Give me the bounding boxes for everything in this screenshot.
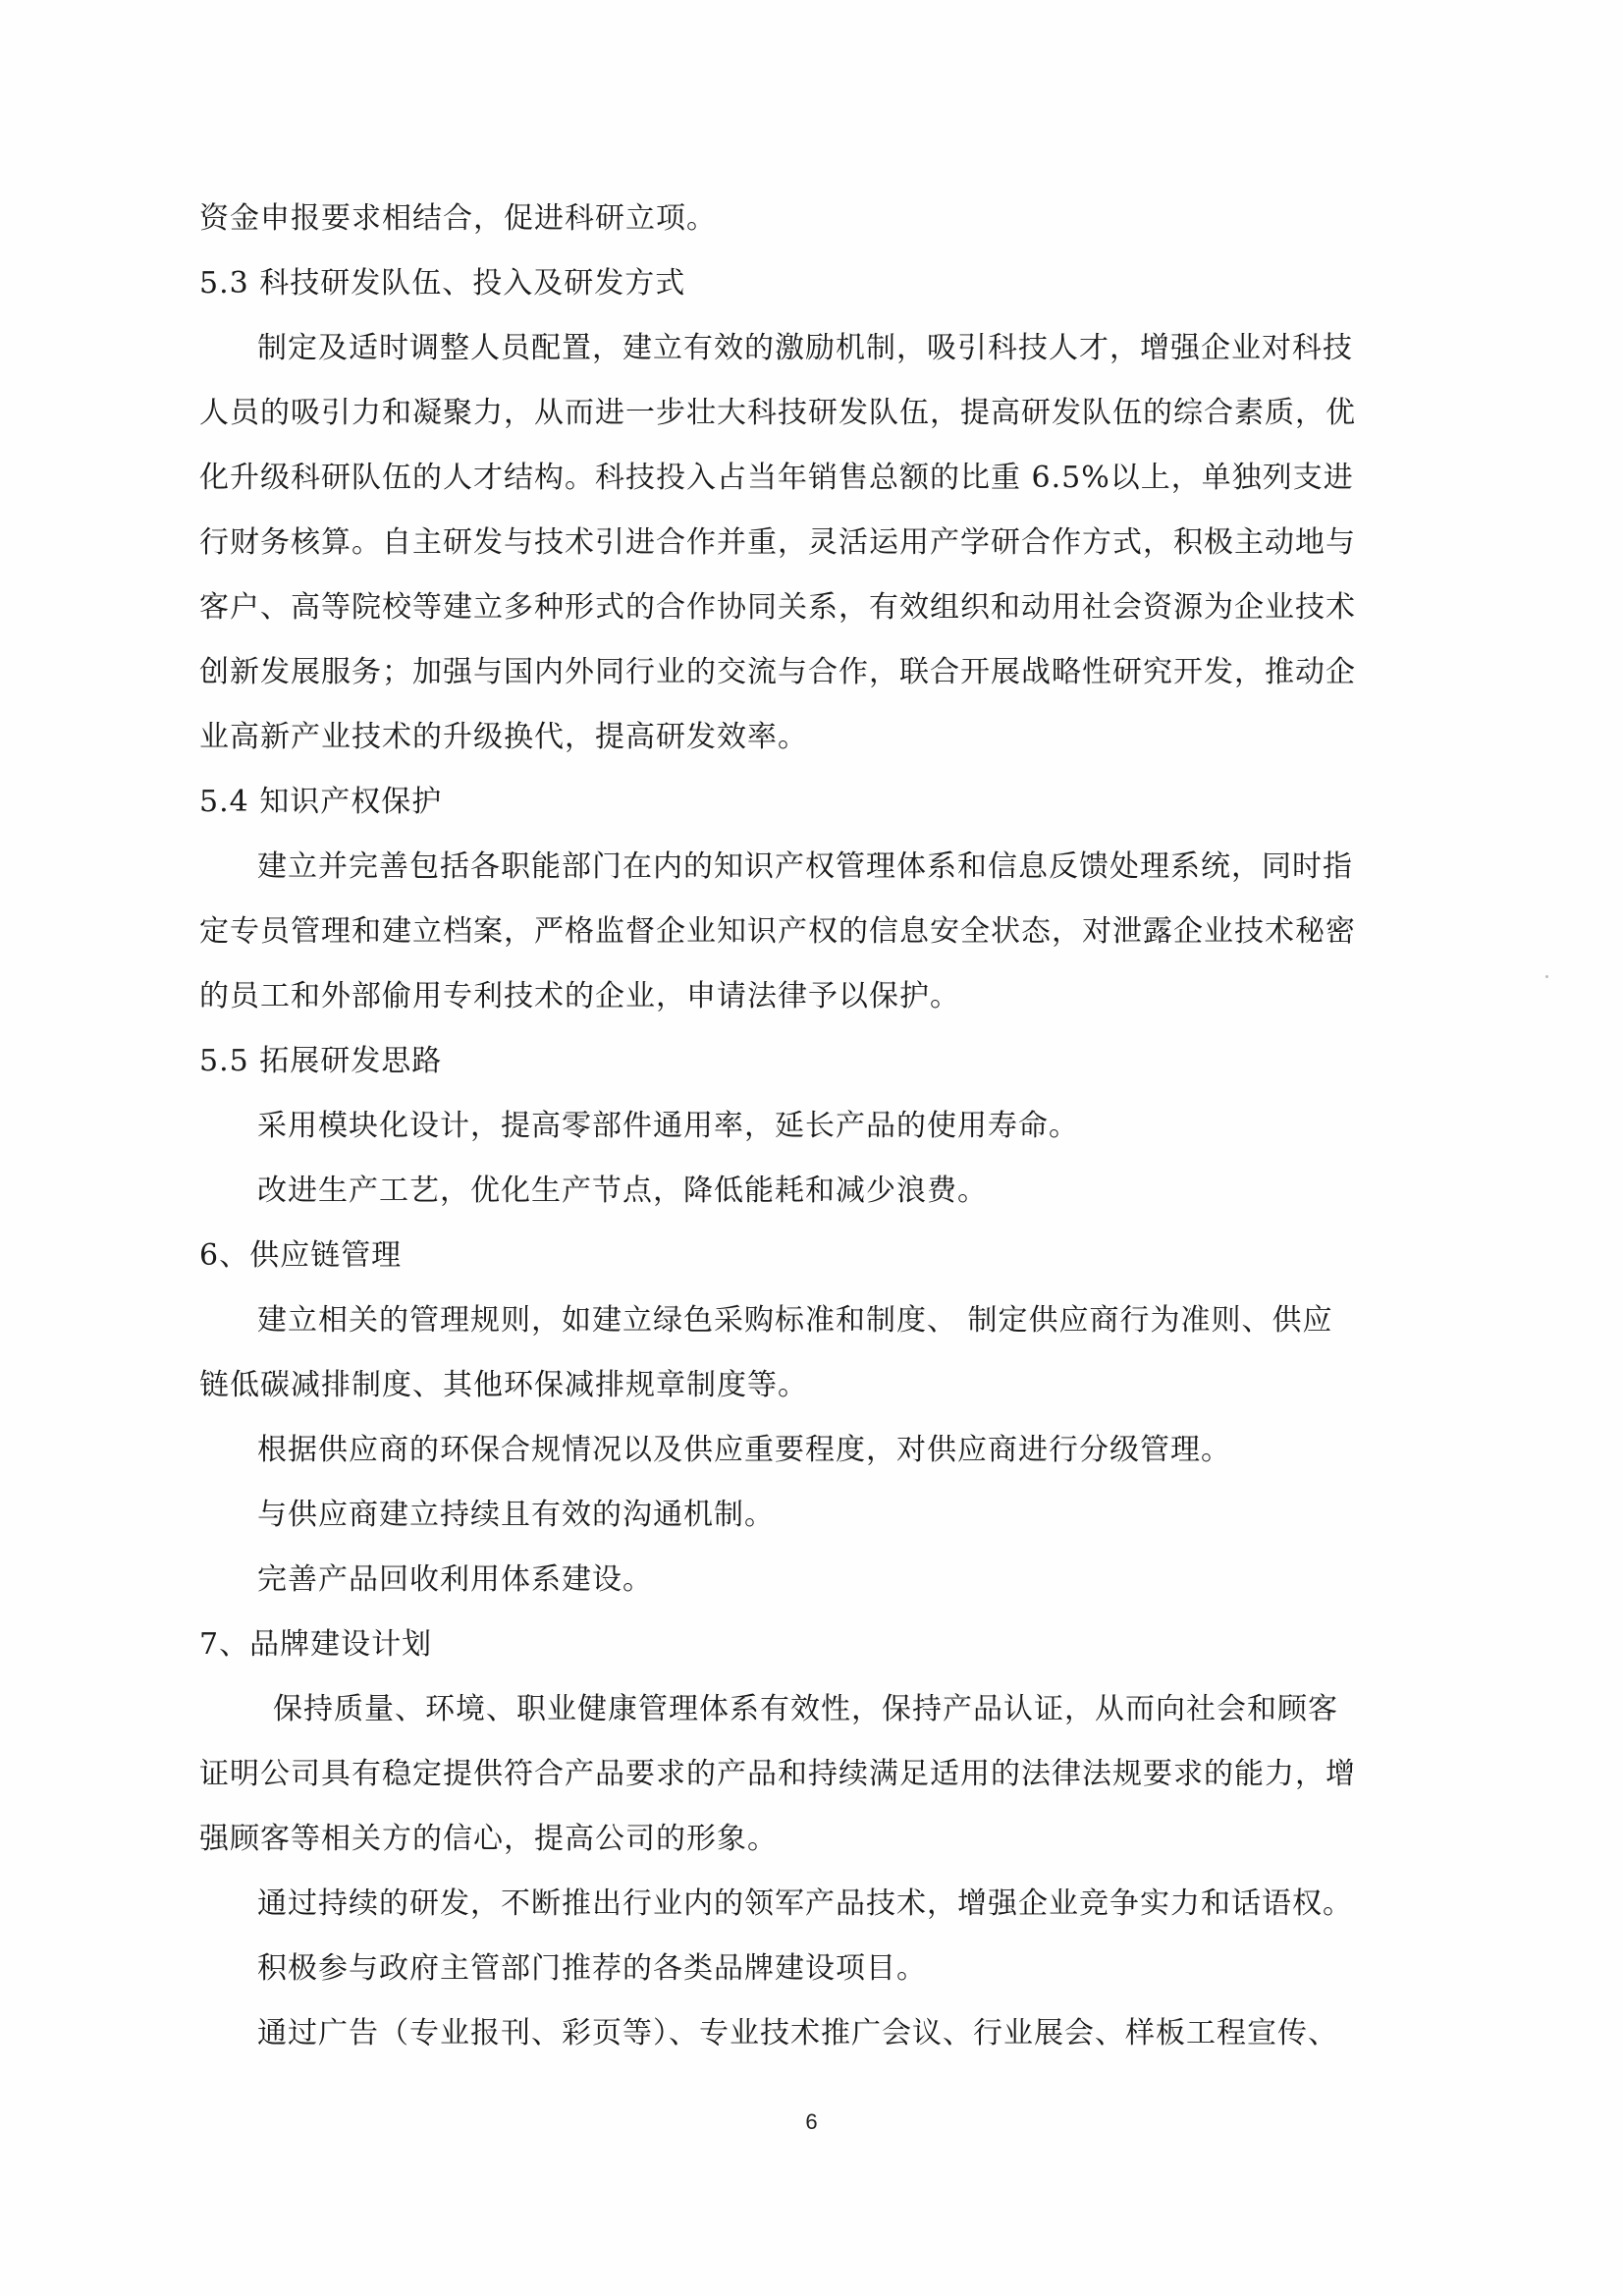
paragraph-line: 完善产品回收利用体系建设。	[257, 1562, 653, 1597]
paragraph-line: 根据供应商的环保合规情况以及供应重要程度，对供应商进行分级管理。	[257, 1433, 1231, 1467]
section-heading: 5.5 拓展研发思路	[199, 1044, 443, 1078]
paragraph-line: 通过持续的研发，不断推出行业内的领军产品技术，增强企业竞争实力和话语权。	[257, 1886, 1353, 1921]
paragraph-line: 强顾客等相关方的信心，提高公司的形象。	[199, 1822, 778, 1856]
paragraph-line: 客户、高等院校等建立多种形式的合作协同关系，有效组织和动用社会资源为企业技术	[199, 590, 1356, 625]
paragraph-line: 业高新产业技术的升级换代，提高研发效率。	[199, 720, 808, 754]
section-heading: 7、品牌建设计划	[199, 1627, 433, 1662]
paragraph-line: 行财务核算。自主研发与技术引进合作并重，灵活运用产学研合作方式，积极主动地与	[199, 525, 1356, 560]
paragraph-line: 定专员管理和建立档案，严格监督企业知识产权的信息安全状态，对泄露企业技术秘密	[199, 914, 1356, 949]
paragraph-line: 资金申报要求相结合，促进科研立项。	[199, 201, 717, 236]
section-heading: 5.4 知识产权保护	[199, 785, 443, 819]
section-heading: 5.3 科技研发队伍、投入及研发方式	[199, 266, 686, 301]
paragraph-line: 改进生产工艺，优化生产节点，降低能耗和减少浪费。	[257, 1174, 988, 1208]
paragraph-line: 通过广告（专业报刊、彩页等）、专业技术推广会议、行业展会、样板工程宣传、	[257, 2016, 1338, 2050]
paragraph-line: 创新发展服务；加强与国内外同行业的交流与合作，联合开展战略性研究开发，推动企	[199, 655, 1356, 689]
paragraph-line: 建立相关的管理规则，如建立绿色采购标准和制度、 制定供应商行为准则、供应	[257, 1303, 1333, 1338]
paragraph-line: 与供应商建立持续且有效的沟通机制。	[257, 1498, 775, 1532]
paragraph-line: 化升级科研队伍的人才结构。科技投入占当年销售总额的比重 6.5%以上，单独列支进	[199, 461, 1354, 495]
paragraph-line: 链低碳减排制度、其他环保减排规章制度等。	[199, 1368, 808, 1402]
paragraph-line: 人员的吸引力和凝聚力，从而进一步壮大科技研发队伍，提高研发队伍的综合素质，优	[199, 396, 1356, 430]
paragraph-line: 证明公司具有稳定提供符合产品要求的产品和持续满足适用的法律法规要求的能力，增	[199, 1757, 1356, 1791]
paragraph-line: 保持质量、环境、职业健康管理体系有效性，保持产品认证，从而向社会和顾客	[273, 1692, 1338, 1726]
paragraph-line: 积极参与政府主管部门推荐的各类品牌建设项目。	[257, 1951, 927, 1986]
section-heading: 6、供应链管理	[199, 1238, 403, 1273]
paragraph-line: 采用模块化设计，提高零部件通用率，延长产品的使用寿命。	[257, 1109, 1079, 1143]
paragraph-line: 建立并完善包括各职能部门在内的知识产权管理体系和信息反馈处理系统，同时指	[257, 849, 1353, 884]
scan-speck	[1545, 975, 1548, 978]
page-number: 6	[805, 2109, 818, 2134]
paragraph-line: 的员工和外部偷用专利技术的企业，申请法律予以保护。	[199, 979, 960, 1013]
paragraph-line: 制定及适时调整人员配置，建立有效的激励机制，吸引科技人才，增强企业对科技	[257, 331, 1353, 365]
